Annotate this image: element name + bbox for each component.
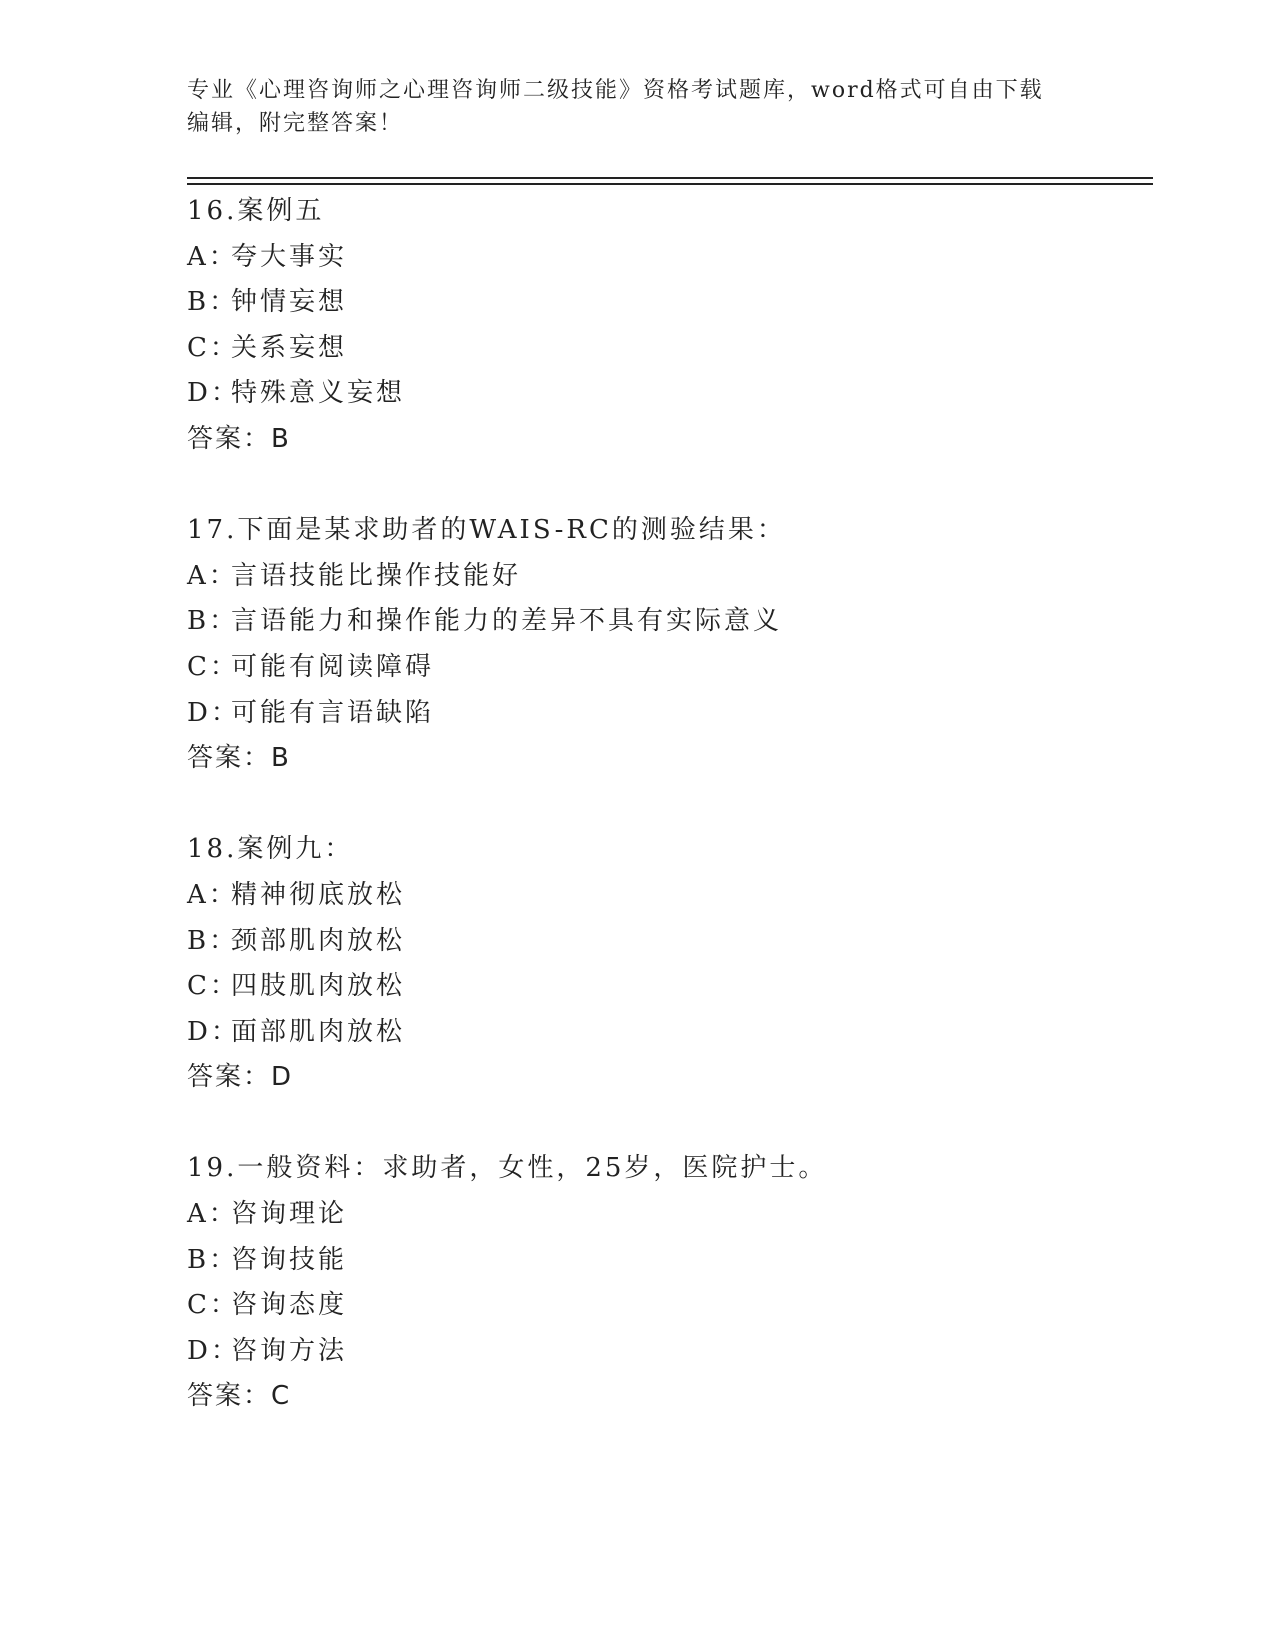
answer-line: 答案：B xyxy=(187,743,291,774)
option-text: 四肢肌肉放松 xyxy=(231,971,406,1002)
option-a xyxy=(187,554,1153,600)
question-19 xyxy=(187,1146,1153,1420)
question-17 xyxy=(187,508,1153,782)
option-label: D： xyxy=(187,1335,240,1366)
question-16 xyxy=(187,189,1153,463)
option-label: A： xyxy=(187,879,238,910)
option-label: D： xyxy=(187,697,240,728)
header-line-2: 编辑，附完整答案！ xyxy=(187,111,404,136)
question-title: 16.案例五 xyxy=(187,196,325,226)
option-text: 言语技能比操作技能好 xyxy=(231,560,522,591)
option-label: B： xyxy=(187,1244,239,1275)
option-text: 咨询方法 xyxy=(231,1335,348,1366)
option-label: B： xyxy=(187,287,239,318)
question-title: 19.一般资料：求助者，女性，25岁，医院护士。 xyxy=(187,1153,828,1184)
option-a xyxy=(187,873,1153,919)
option-text: 颈部肌肉放松 xyxy=(231,925,406,956)
document-header xyxy=(187,74,1067,140)
question-list xyxy=(187,189,1153,1420)
option-b xyxy=(187,599,1153,645)
option-d xyxy=(187,1010,1153,1056)
option-text: 咨询态度 xyxy=(231,1290,348,1321)
answer-line: 答案：C xyxy=(187,1381,292,1412)
option-text: 夸大事实 xyxy=(231,241,348,272)
option-text: 钟情妄想 xyxy=(231,287,348,318)
spacer xyxy=(187,1101,1153,1147)
option-b xyxy=(187,280,1153,326)
question-title: 18.案例九： xyxy=(187,834,354,865)
header-line-1: 专业《心理咨询师之心理咨询师二级技能》资格考试题库，word格式可自由下载 xyxy=(187,78,1044,103)
option-text: 可能有言语缺陷 xyxy=(231,697,435,728)
option-c xyxy=(187,964,1153,1010)
option-text: 关系妄想 xyxy=(231,332,348,363)
option-label: D： xyxy=(187,1016,240,1047)
option-text: 咨询技能 xyxy=(231,1244,348,1275)
option-label: A： xyxy=(187,560,238,591)
option-text: 可能有阅读障碍 xyxy=(231,651,435,682)
option-label: A： xyxy=(187,1199,238,1230)
option-label: C： xyxy=(187,332,239,363)
option-b xyxy=(187,1238,1153,1284)
option-label: B： xyxy=(187,925,239,956)
option-c xyxy=(187,645,1153,691)
option-b xyxy=(187,919,1153,965)
option-label: C： xyxy=(187,971,239,1002)
option-label: D： xyxy=(187,378,240,409)
header-rule-top xyxy=(187,177,1153,179)
option-c xyxy=(187,1283,1153,1329)
option-label: C： xyxy=(187,651,239,682)
option-text: 言语能力和操作能力的差异不具有实际意义 xyxy=(231,606,783,637)
answer-line: 答案：D xyxy=(187,1062,294,1093)
option-label: A： xyxy=(187,241,238,272)
option-a xyxy=(187,235,1153,281)
option-a xyxy=(187,1192,1153,1238)
option-text: 咨询理论 xyxy=(231,1199,348,1230)
option-d xyxy=(187,1329,1153,1375)
option-text: 精神彻底放松 xyxy=(231,879,406,910)
option-d xyxy=(187,691,1153,737)
option-label: C： xyxy=(187,1290,239,1321)
spacer xyxy=(187,463,1153,509)
spacer xyxy=(187,782,1153,828)
option-d xyxy=(187,371,1153,417)
option-text: 特殊意义妄想 xyxy=(231,378,406,409)
question-18 xyxy=(187,827,1153,1101)
option-text: 面部肌肉放松 xyxy=(231,1016,406,1047)
option-label: B： xyxy=(187,606,239,637)
answer-line: 答案：B xyxy=(187,423,291,454)
option-c xyxy=(187,326,1153,372)
header-rule-bottom xyxy=(187,183,1153,185)
question-title: 17.下面是某求助者的WAIS-RC的测验结果： xyxy=(187,515,786,546)
